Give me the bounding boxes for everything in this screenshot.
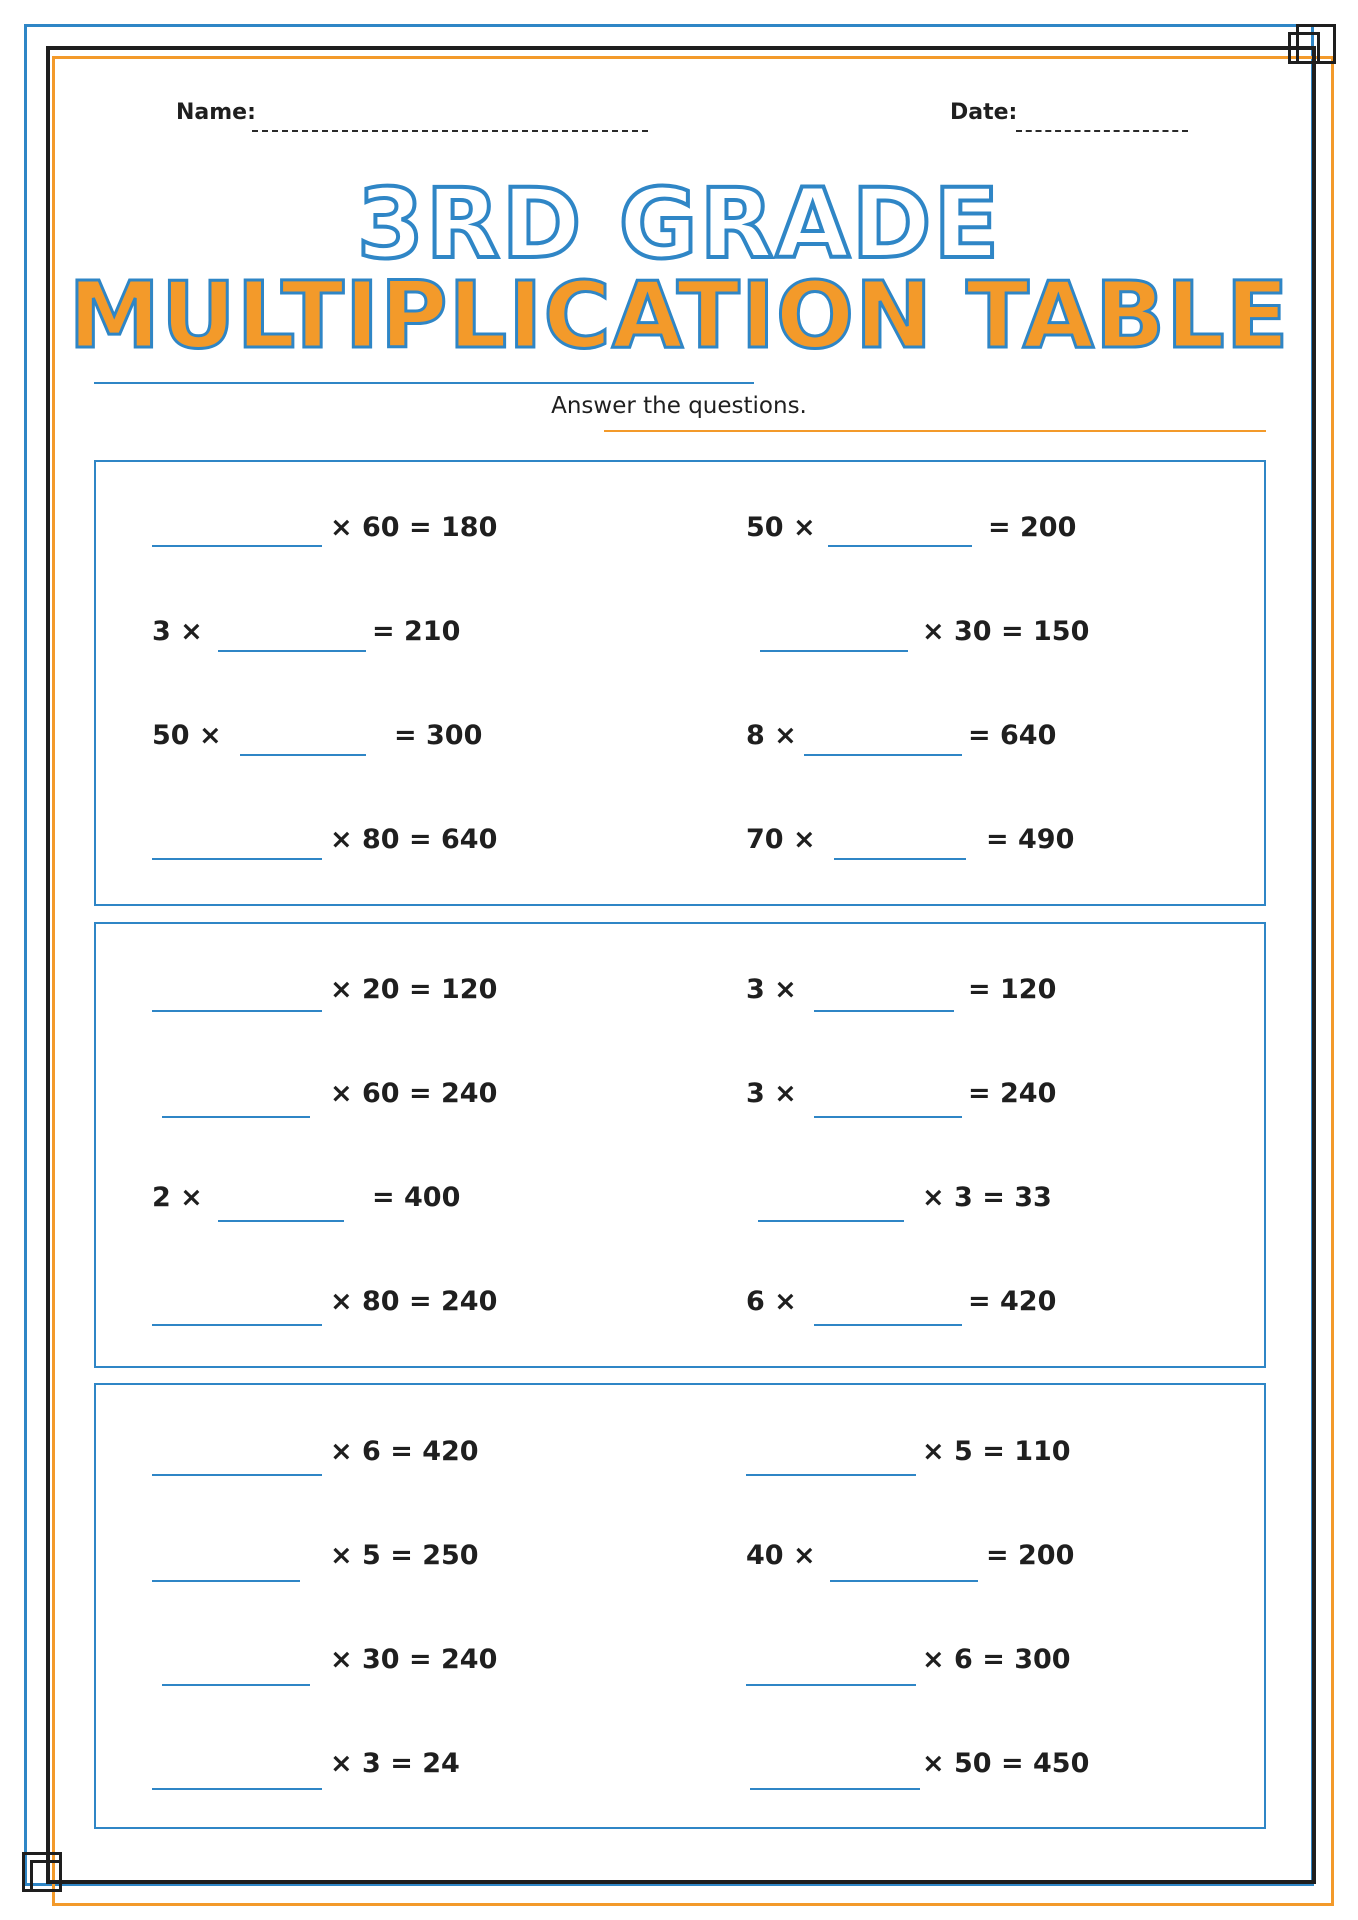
problem-text: × 60 = 240	[330, 1078, 498, 1109]
answer-blank[interactable]	[814, 1324, 962, 1326]
name-label: Name:	[176, 100, 256, 125]
answer-blank[interactable]	[804, 754, 962, 756]
answer-blank[interactable]	[162, 1116, 310, 1118]
problem-text: × 50 = 450	[922, 1748, 1090, 1779]
answer-blank[interactable]	[760, 650, 908, 652]
answer-blank[interactable]	[152, 1788, 322, 1790]
problem-text: = 420	[968, 1286, 1057, 1317]
problem-text: 6 ×	[746, 1286, 797, 1317]
problem-text: × 5 = 250	[330, 1540, 479, 1571]
problem-text: 40 ×	[746, 1540, 816, 1571]
instructions: Answer the questions.	[551, 393, 807, 419]
problem-text: 8 ×	[746, 720, 797, 751]
problem-text: 3 ×	[746, 974, 797, 1005]
problem-text: × 6 = 420	[330, 1436, 479, 1467]
problem-text: = 490	[986, 824, 1075, 855]
problem-text: × 3 = 33	[922, 1182, 1052, 1213]
answer-blank[interactable]	[758, 1220, 904, 1222]
problem-text: × 80 = 640	[330, 824, 498, 855]
answer-blank[interactable]	[152, 1580, 300, 1582]
title-line-2: MULTIPLICATION TABLE	[68, 262, 1290, 369]
corner-square-bottom-left-inner	[30, 1860, 62, 1892]
problem-text: 3 ×	[746, 1078, 797, 1109]
problem-text: × 3 = 24	[330, 1748, 460, 1779]
problem-text: = 240	[968, 1078, 1057, 1109]
problem-text: × 60 = 180	[330, 512, 498, 543]
answer-blank[interactable]	[218, 1220, 344, 1222]
problem-section-2	[94, 922, 1266, 1368]
answer-blank[interactable]	[162, 1684, 310, 1686]
divider-blue	[94, 382, 754, 384]
problem-text: × 30 = 150	[922, 616, 1090, 647]
title-line-1: 3RD GRADE	[356, 168, 1002, 280]
answer-blank[interactable]	[750, 1788, 920, 1790]
problem-text: = 120	[968, 974, 1057, 1005]
problem-text: 50 ×	[152, 720, 222, 751]
answer-blank[interactable]	[152, 545, 322, 547]
problem-text: = 210	[372, 616, 461, 647]
problem-text: 3 ×	[152, 616, 203, 647]
problem-text: × 80 = 240	[330, 1286, 498, 1317]
answer-blank[interactable]	[828, 545, 972, 547]
date-label: Date:	[950, 100, 1018, 125]
answer-blank[interactable]	[814, 1116, 962, 1118]
date-field[interactable]	[1016, 130, 1188, 132]
problem-text: 50 ×	[746, 512, 816, 543]
answer-blank[interactable]	[830, 1580, 978, 1582]
problem-text: = 640	[968, 720, 1057, 751]
answer-blank[interactable]	[152, 1324, 322, 1326]
divider-orange	[604, 430, 1266, 432]
answer-blank[interactable]	[152, 1010, 322, 1012]
problem-section-1	[94, 460, 1266, 906]
problem-text: = 400	[372, 1182, 461, 1213]
problem-text: = 200	[988, 512, 1077, 543]
problem-text: × 5 = 110	[922, 1436, 1071, 1467]
problem-text: × 6 = 300	[922, 1644, 1071, 1675]
problem-text: 70 ×	[746, 824, 816, 855]
problem-text: 2 ×	[152, 1182, 203, 1213]
problem-text: = 200	[986, 1540, 1075, 1571]
problem-text: × 20 = 120	[330, 974, 498, 1005]
answer-blank[interactable]	[152, 858, 322, 860]
answer-blank[interactable]	[152, 1474, 322, 1476]
answer-blank[interactable]	[240, 754, 366, 756]
problem-text: × 30 = 240	[330, 1644, 498, 1675]
name-field[interactable]	[252, 130, 648, 132]
answer-blank[interactable]	[746, 1684, 916, 1686]
answer-blank[interactable]	[814, 1010, 954, 1012]
problem-text: = 300	[394, 720, 483, 751]
corner-square-top-right-inner	[1288, 32, 1320, 64]
answer-blank[interactable]	[834, 858, 966, 860]
problem-section-3	[94, 1383, 1266, 1829]
answer-blank[interactable]	[218, 650, 366, 652]
answer-blank[interactable]	[746, 1474, 916, 1476]
